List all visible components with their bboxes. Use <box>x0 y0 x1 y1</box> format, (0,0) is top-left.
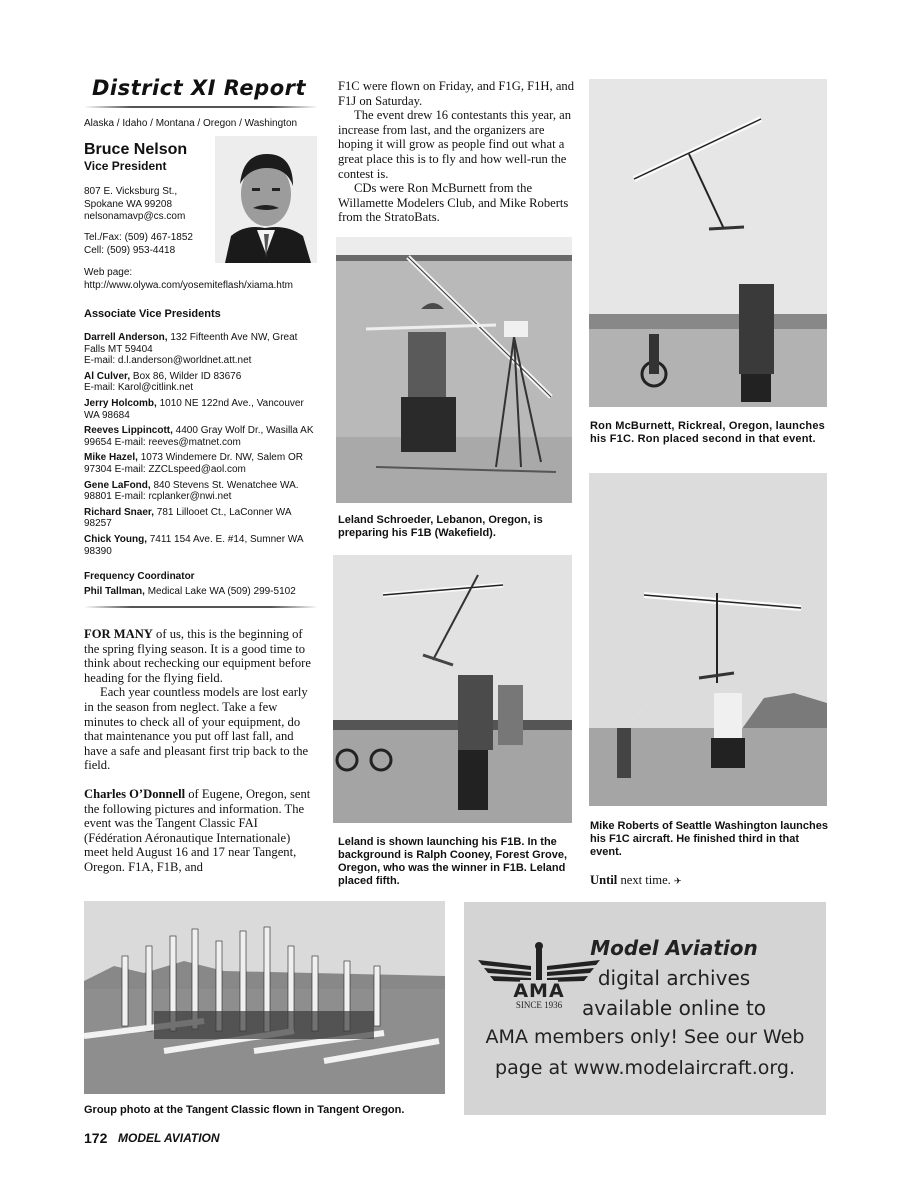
vp-address <box>84 186 214 224</box>
column-title: District XI Report <box>91 76 307 100</box>
ad-line-5[interactable]: page at www.modelaircraft.org. <box>495 1057 795 1079</box>
lead-in: Charles O’Donnell <box>84 786 186 801</box>
associate-details: 1010 NE 122nd Ave., Vancouver WA 98684 <box>84 397 304 421</box>
associate-entry <box>84 534 318 557</box>
vp-cell: Cell: (509) 953-4418 <box>84 244 176 256</box>
associate-name: Reeves Lippincott, <box>84 425 173 437</box>
article-column-1 <box>84 627 312 875</box>
article-paragraph: CDs were Ron McBurnett from the Willamette Modelers Club, and Mike Roberts from the StratoBats. <box>338 181 569 225</box>
magazine-name: MODEL AVIATION <box>118 1131 220 1145</box>
associate-name: Richard Snaer, <box>84 506 155 518</box>
associate-entry <box>84 452 318 475</box>
associates-heading: Associate Vice Presidents <box>84 308 221 320</box>
article-paragraph <box>84 787 312 875</box>
associate-entry <box>84 425 318 448</box>
closing-lead: Until <box>590 873 618 887</box>
associate-details: 7411 154 Ave. E. #14, Sumner WA 98390 <box>84 533 303 557</box>
web-link[interactable]: http://www.olywa.com/yosemiteflash/xiama.htm <box>84 279 293 291</box>
sidebar-divider <box>84 606 318 608</box>
associate-details: 840 Stevens St. Wenatchee WA. 98801 E-mail: rcplanker@nwi.net <box>84 479 299 503</box>
article-column-2 <box>338 79 574 225</box>
district-states: Alaska / Idaho / Montana / Oregon / Washington <box>84 118 298 129</box>
title-divider <box>84 106 318 108</box>
ama-archives-ad[interactable] <box>464 902 826 1115</box>
ama-since: SINCE 1936 <box>515 1000 563 1010</box>
photo-leland-launch <box>333 555 572 823</box>
associate-details: 4400 Gray Wolf Dr., Wasilla AK 99654 E-mail: reeves@matnet.com <box>84 425 314 448</box>
associates-list <box>84 332 318 561</box>
associate-details: 132 Fifteenth Ave NW, Great Falls MT 59404 <box>84 332 298 355</box>
associate-name: Gene LaFond, <box>84 479 151 491</box>
closing-text: next time. <box>617 873 671 887</box>
associate-name: Al Culver, <box>84 370 131 382</box>
associate-details: Box 86, Wilder ID 83676 <box>130 370 242 382</box>
vp-name: Bruce Nelson <box>84 141 188 158</box>
lead-in: FOR MANY <box>84 627 153 641</box>
associate-entry <box>84 507 318 530</box>
vp-address-line: 807 E. Vicksburg St., <box>84 186 178 197</box>
ad-line-2: digital archives <box>597 966 751 990</box>
photo-schroeder <box>336 237 572 503</box>
vp-title: Vice President <box>84 159 167 173</box>
frequency-coordinator <box>84 586 296 597</box>
associate-details: 1073 Windemere Dr. NW, Salem OR 97304 E-mail: ZZCLspeed@aol.com <box>84 452 303 475</box>
caption-schroeder: Leland Schroeder, Lebanon, Oregon, is preparing his F1B (Wakefield). <box>338 514 543 539</box>
ad-line-4: AMA members only! See our Web <box>485 1026 805 1048</box>
frequency-heading: Frequency Coordinator <box>84 571 195 582</box>
frequency-details: Medical Lake WA (509) 299-5102 <box>144 586 296 597</box>
caption-roberts: Mike Roberts of Seattle Washington launches his F1C aircraft. He finished third in that event. <box>590 820 828 858</box>
caption-leland-launch: Leland is shown launching his F1B. In the background is Ralph Cooney, Forest Grove, Oregon, who was the winner in F1B. Leland placed fifth. <box>338 836 568 887</box>
end-mark-icon: ✈ <box>673 876 682 886</box>
associate-entry <box>84 480 318 503</box>
associate-email[interactable]: E-mail: d.l.anderson@worldnet.att.net <box>84 355 252 367</box>
paragraph-text: of Eugene, Oregon, sent the following pictures and information. The event was the Tangent Classic FAI (Fédération Aéronautique Internationale) meet held August 16 and 17 near Tangent, Oregon. F1A, F1B, and <box>84 786 311 874</box>
web-label: Web page: <box>84 267 133 278</box>
ad-line-3: available online to <box>581 996 767 1020</box>
photo-group <box>84 901 445 1094</box>
ad-line-1: Model Aviation <box>590 936 758 960</box>
vp-portrait-photo <box>215 136 317 263</box>
vp-tel: Tel./Fax: (509) 467-1852 <box>84 232 193 243</box>
associate-name: Jerry Holcomb, <box>84 397 157 409</box>
photo-roberts <box>589 473 827 806</box>
caption-group: Group photo at the Tangent Classic flown in Tangent Oregon. <box>84 1104 405 1116</box>
article-paragraph: Each year countless models are lost early in the season from neglect. Take a few minutes to check all of your equipment, do that maintenance you put off last fall, and have a safe and pleasant first trip back to the field. <box>84 685 309 773</box>
article-paragraph <box>84 627 312 685</box>
associate-name: Chick Young, <box>84 533 147 545</box>
frequency-name: Phil Tallman, <box>84 586 145 597</box>
associate-name: Mike Hazel, <box>84 452 138 464</box>
paragraph-text: of us, this is the beginning of the spring flying season. It is a good time to think about rechecking our equipment before heading for the flying field. <box>84 627 311 685</box>
ama-logo-text: AMA <box>513 980 565 1002</box>
vp-web <box>84 267 316 292</box>
vp-phones <box>84 232 193 257</box>
associate-entry <box>84 371 318 394</box>
associate-entry <box>84 398 318 421</box>
vp-email[interactable]: nelsonamavp@cs.com <box>84 211 186 222</box>
associate-entry <box>84 332 318 367</box>
article-paragraph: The event drew 16 contestants this year, an increase from last, and the organizers are hoping it will grow as people find out what a great place this is to fly and how well-run the contest is. <box>338 108 572 181</box>
closing-line <box>590 873 682 888</box>
associate-name: Darrell Anderson, <box>84 332 168 343</box>
associate-email[interactable]: E-mail: Karol@citlink.net <box>84 382 194 394</box>
article-paragraph: F1C were flown on Friday, and F1G, F1H, and F1J on Saturday. <box>338 79 574 108</box>
photo-mcburnett <box>589 79 827 407</box>
vp-address-line: Spokane WA 99208 <box>84 198 173 210</box>
caption-mcburnett: Ron McBurnett, Rickreal, Oregon, launches his F1C. Ron placed second in that event. <box>590 420 825 445</box>
page-number: 172 <box>84 1130 108 1146</box>
associate-details: 781 Lillooet Ct., LaConner WA 98257 <box>84 506 291 530</box>
